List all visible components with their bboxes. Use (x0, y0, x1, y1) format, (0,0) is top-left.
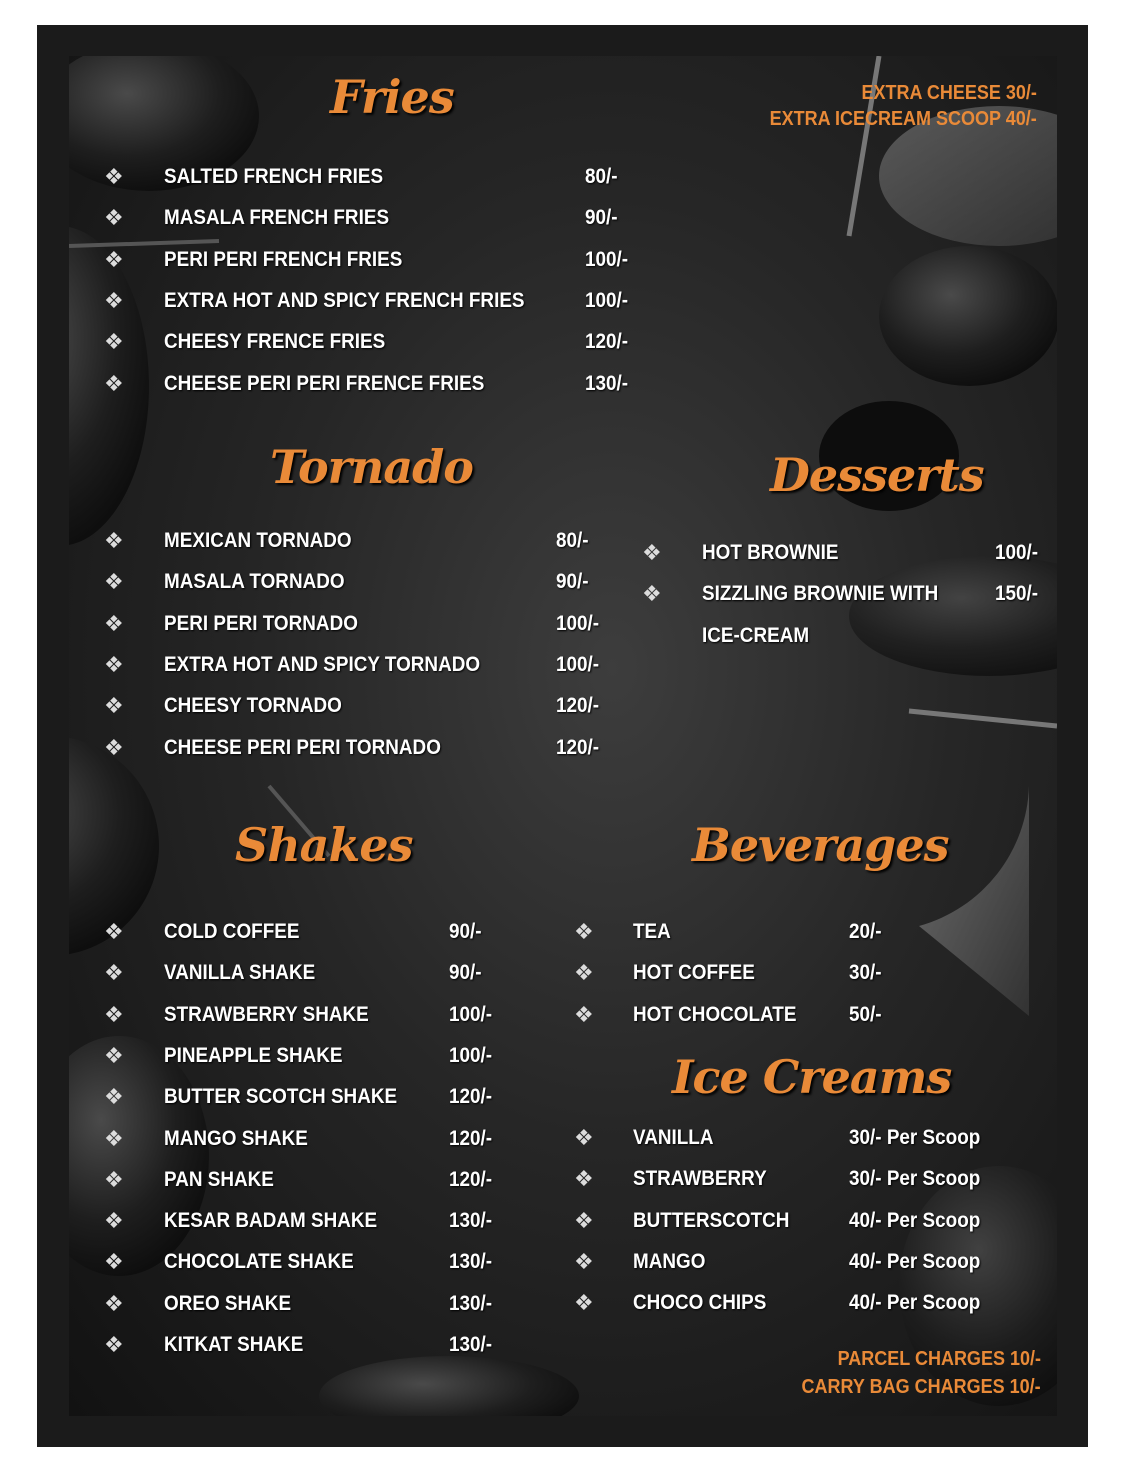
menu-item-price: 80/- (556, 529, 589, 552)
bullet-icon: ❖ (574, 1001, 594, 1027)
bullet-icon: ❖ (104, 1166, 124, 1192)
bullet-icon: ❖ (642, 581, 662, 607)
menu-item-name: CHOCOLATE SHAKE (164, 1250, 354, 1274)
bullet-icon: ❖ (104, 1001, 124, 1027)
extra-cheese-note: EXTRA CHEESE 30/- (861, 82, 1037, 104)
menu-item-name: PINEAPPLE SHAKE (164, 1043, 343, 1067)
menu-item-price: 100/- (449, 1043, 493, 1067)
bullet-icon: ❖ (574, 1207, 594, 1233)
menu-item-name: TEA (633, 920, 671, 943)
menu-item-price: 100/- (556, 611, 600, 635)
bullet-icon: ❖ (104, 528, 124, 553)
menu-item-name: CHOCO CHIPS (633, 1291, 767, 1315)
bullet-icon: ❖ (574, 1166, 594, 1192)
menu-item-name: BUTTERSCOTCH (633, 1208, 790, 1232)
menu-item-price: 120/- (449, 1126, 493, 1150)
menu-item-price: 30/- Per Scoop (849, 1126, 981, 1149)
menu-item-price: 40/- Per Scoop (849, 1208, 981, 1232)
menu-item-name: MASALA TORNADO (164, 570, 345, 594)
menu-item-price: 130/- (449, 1291, 493, 1315)
menu-item-price: 90/- (449, 961, 482, 985)
bullet-icon: ❖ (574, 960, 594, 986)
bullet-icon: ❖ (104, 1332, 124, 1357)
bullet-icon: ❖ (104, 919, 124, 944)
menu-item-name: KESAR BADAM SHAKE (164, 1209, 378, 1233)
menu-item-name: KITKAT SHAKE (164, 1333, 304, 1356)
desserts-heading: Desserts (770, 448, 984, 502)
menu-item-name: STRAWBERRY (633, 1167, 767, 1191)
ice-creams-heading: Ice Creams (672, 1050, 952, 1104)
dessert-continuation: ICE-CREAM (702, 624, 810, 647)
fries-heading: Fries (330, 70, 454, 124)
menu-item-price: 90/- (585, 206, 618, 230)
menu-item-price: 20/- (849, 920, 882, 943)
menu-item-name: SALTED FRENCH FRIES (164, 165, 384, 188)
menu-item-name: CHEESY TORNADO (164, 694, 342, 718)
menu-item-price: 40/- Per Scoop (849, 1249, 981, 1273)
menu-item-name: CHEESY FRENCE FRIES (164, 330, 386, 354)
bullet-icon: ❖ (104, 329, 124, 355)
menu-item-price: 120/- (556, 735, 600, 759)
menu-item-name: VANILLA SHAKE (164, 961, 316, 985)
parcel-charges-note: PARCEL CHARGES 10/- (837, 1348, 1041, 1370)
menu-item-price: 100/- (995, 541, 1039, 564)
bullet-icon: ❖ (104, 370, 124, 396)
menu-item-price: 120/- (585, 330, 629, 354)
menu-item-price: 90/- (556, 570, 589, 594)
bullet-icon: ❖ (104, 1249, 124, 1275)
beverages-heading: Beverages (692, 818, 949, 872)
menu-item-price: 40/- Per Scoop (849, 1291, 981, 1315)
menu-item-price: 100/- (556, 652, 600, 676)
bullet-icon: ❖ (104, 1042, 124, 1068)
menu-item-price: 130/- (449, 1250, 493, 1274)
menu-item-price: 130/- (449, 1209, 493, 1233)
menu-item-name: STRAWBERRY SHAKE (164, 1002, 369, 1026)
bullet-icon: ❖ (104, 1125, 124, 1151)
menu-item-name: BUTTER SCOTCH SHAKE (164, 1085, 398, 1109)
bullet-icon: ❖ (642, 540, 662, 565)
menu-item-name: MANGO SHAKE (164, 1126, 308, 1150)
menu-item-name: PAN SHAKE (164, 1167, 274, 1191)
bullet-icon: ❖ (104, 1208, 124, 1234)
tornado-heading: Tornado (270, 440, 473, 494)
menu-item-price: 120/- (556, 694, 600, 718)
bullet-icon: ❖ (104, 569, 124, 595)
menu-item-name: CHEESE PERI PERI FRENCE FRIES (164, 371, 485, 395)
menu-item-price: 130/- (449, 1333, 493, 1356)
bullet-icon: ❖ (574, 1290, 594, 1316)
menu-item-name: HOT BROWNIE (702, 541, 839, 564)
menu-item-name: SIZZLING BROWNIE WITH (702, 582, 939, 606)
bullet-icon: ❖ (574, 1248, 594, 1274)
bullet-icon: ❖ (104, 693, 124, 719)
menu-item-price: 130/- (585, 371, 629, 395)
menu-item-price: 100/- (449, 1002, 493, 1026)
menu-item-price: 120/- (449, 1167, 493, 1191)
menu-item-price: 100/- (585, 288, 629, 312)
menu-item-price: 150/- (995, 582, 1039, 606)
shakes-heading: Shakes (235, 818, 413, 872)
menu-item-name: HOT COFFEE (633, 961, 755, 985)
menu-item-name: PERI PERI FRENCH FRIES (164, 247, 403, 271)
bullet-icon: ❖ (104, 651, 124, 677)
menu-item-name: COLD COFFEE (164, 920, 300, 943)
bullet-icon: ❖ (104, 164, 124, 189)
menu-item-name: MEXICAN TORNADO (164, 529, 352, 552)
menu-item-price: 50/- (849, 1002, 882, 1026)
menu-item-name: MASALA FRENCH FRIES (164, 206, 390, 230)
menu-item-name: OREO SHAKE (164, 1291, 292, 1315)
extra-icecream-note: EXTRA ICECREAM SCOOP 40/- (769, 108, 1037, 130)
bullet-icon: ❖ (104, 246, 124, 272)
bullet-icon: ❖ (104, 1290, 124, 1316)
menu-item-name: EXTRA HOT AND SPICY TORNADO (164, 652, 481, 676)
menu-item-name: EXTRA HOT AND SPICY FRENCH FRIES (164, 288, 525, 312)
menu-item-name: CHEESE PERI PERI TORNADO (164, 735, 441, 759)
bullet-icon: ❖ (104, 960, 124, 986)
bullet-icon: ❖ (104, 287, 124, 313)
menu-item-price: 30/- (849, 961, 882, 985)
menu-item-price: 100/- (585, 247, 629, 271)
menu-item-name: HOT CHOCOLATE (633, 1002, 797, 1026)
bullet-icon: ❖ (104, 610, 124, 636)
menu-item-price: 120/- (449, 1085, 493, 1109)
carry-bag-charges-note: CARRY BAG CHARGES 10/- (801, 1376, 1041, 1398)
bullet-icon: ❖ (104, 205, 124, 231)
menu-item-price: 90/- (449, 920, 482, 943)
menu-item-name: MANGO (633, 1249, 706, 1273)
menu-item-price: 80/- (585, 165, 618, 188)
menu-item-name: PERI PERI TORNADO (164, 611, 358, 635)
bullet-icon: ❖ (104, 734, 124, 760)
bullet-icon: ❖ (574, 1125, 594, 1150)
menu-item-name: VANILLA (633, 1126, 714, 1149)
bullet-icon: ❖ (574, 919, 594, 944)
bullet-icon: ❖ (104, 1084, 124, 1110)
menu-item-price: 30/- Per Scoop (849, 1167, 981, 1191)
